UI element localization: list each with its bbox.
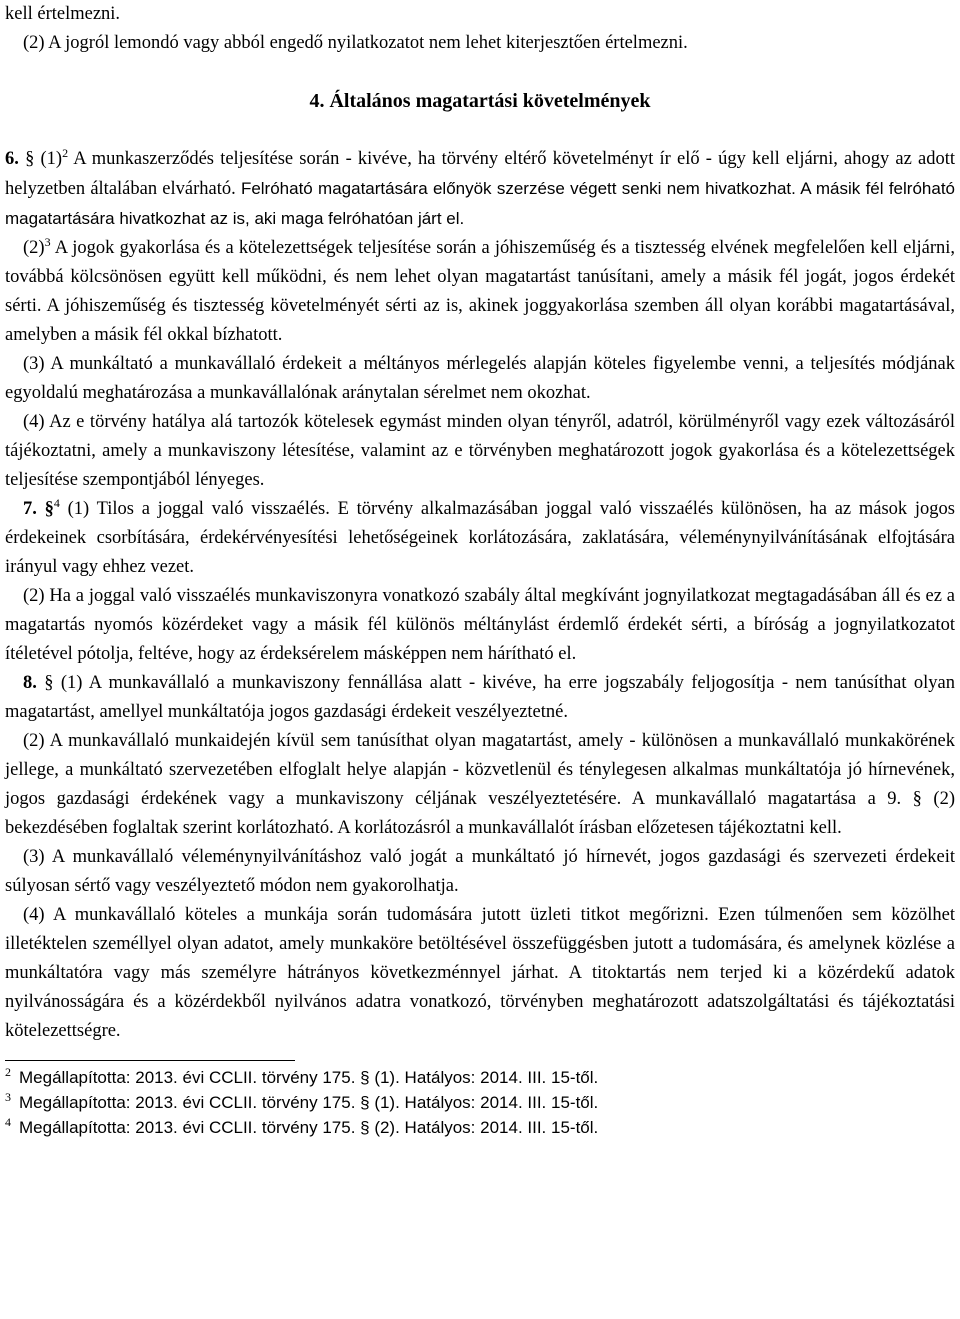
sec7-paragraph-2: (2) Ha a joggal való visszaélés munkaviszonyra vonatkozó szabály által megkívánt jognyilatkozat megtagadásában áll és ez a magatartás nyomós közérdeket vagy a másik fél különös méltánylást érdemlő érdekét sérti, a bíróság a jognyilatkozatot ítéletével pótolja, feltéve, hogy az érdeksérelem másképpen nem hárítható el.: [5, 586, 955, 664]
footnote-2: [5, 1065, 955, 1090]
sec6-paragraph-3: (3) A munkáltató a munkavállaló érdekeit a méltányos mérlegelés alapján köteles figyelembe venni, a teljesítés módjának egyoldalú meghatározása a munkavállalónak aránytalan sérelmet nem okozhat.: [5, 354, 955, 403]
prev-paragraph-2: (2) A jogról lemondó vagy abból engedő nyilatkozatot nem lehet kiterjesztően értelmezni.: [23, 33, 688, 53]
sec8-paragraph-3: (3) A munkavállaló véleménynyilvánításhoz való jogát a munkáltató jó hírnevét, jogos gazdasági és szervezeti érdekeit súlyosan sértő vagy veszélyeztető módon nem gyakorolhatja.: [5, 847, 955, 896]
section-title: 4. Általános magatartási követelmények: [309, 90, 651, 112]
sec8-paragraph-2: (2) A munkavállaló munkaidején kívül sem tanúsíthat olyan magatartást, amely - különösen a munkavállaló munkakörének jellege, a munkáltató szervezetében elfoglalt helye alapján - közvetlenül és ténylegesen alkalmas munkáltatója jó hírnevének, jogos gazdasági érdekének vagy a munkaviszony céljának veszélyeztetésére. A munkavállaló magatartása a 9. § (2) bekezdésében foglaltak szerint korlátozható. A korlátozásról a munkavállalót írásban előzetesen tájékoztatni kell.: [5, 731, 955, 838]
footnote-mark: 4: [5, 1115, 11, 1129]
spacer: [5, 58, 955, 87]
sec6-para1-text-a: A munkaszerződés teljesítése során - kivéve, ha törvény eltérő követelményt ír elő - úgy kell eljárni, ahogy az adott helyzetben általában elvárható.: [5, 149, 956, 199]
footnote-text: Megállapította: 2013. évi CCLII. törvény 175. § (2). Hatályos: 2014. III. 15-től.: [19, 1118, 599, 1137]
footnote-ref-4[interactable]: 4: [53, 495, 60, 510]
sec8-number: 8.: [23, 673, 37, 693]
spacer: [5, 116, 955, 145]
intro-tail-line: kell értelmezni.: [5, 4, 121, 24]
sec7-ref: §: [44, 499, 54, 519]
sec6-paragraph-1: [5, 145, 955, 234]
footnote-ref-3[interactable]: 3: [44, 234, 51, 249]
footnote-mark: 2: [5, 1065, 11, 1079]
sec6-para2-ref: (2): [23, 238, 45, 258]
sec6-number: 6.: [5, 149, 19, 169]
sec8-para1-text: § (1) A munkavállaló a munkaviszony fennállása alatt - kivéve, ha erre jogszabály feljogosítja - nem tanúsíthat olyan magatartást, amellyel munkáltatója jogos gazdasági érdekeit veszélyeztetné.: [5, 673, 955, 722]
sec6-para2-text: A jogok gyakorlása és a kötelezettségek teljesítése során a jóhiszeműség és a tisztesség elvének megfelelően kell eljárni, továbbá kölcsönösen együtt kell működni, és nem lehet olyan magatartást tanúsítani, amely a másik fél jogát, jogos érdekét sérti. A jóhiszeműség és tisztesség követelményét sérti az is, akinek joggyakorlása szemben áll olyan korábbi magatartásával, amelyben a másik fél okkal bízhatott.: [5, 238, 955, 345]
sec7-paragraph-1: [5, 495, 955, 582]
sec6-paragraph-2: [5, 234, 955, 350]
sec8-paragraph-4: (4) A munkavállaló köteles a munkája során tudomására jutott üzleti titkot megőrizni. Ezen túlmenően sem közölhet illetéktelen személlyel olyan adatot, amely munkaköre betöltésével összefüggésben jutott a tudomására, és amelynek közlése a munkáltatóra vagy más személyre hátrányos következménnyel járhat. A titoktartás nem terjed ki a közérdekű adatok nyilvánosságára és a közérdekből nyilvános adatra vonatkozó, törvényben meghatározott adatszolgáltatási és tájékoztatási kötelezettségre.: [5, 905, 955, 1041]
sec6-ref: § (1): [25, 149, 63, 169]
sec8-paragraph-1: [5, 669, 955, 727]
footnote-ref-2[interactable]: 2: [62, 145, 69, 160]
footnote-4: [5, 1115, 955, 1140]
sec7-para1-text: (1) Tilos a joggal való visszaélés. E törvény alkalmazásában joggal való visszaélés különösen, ha az mások jogos érdekeinek csorbítására, érdekérvényesítési lehetőségeinek korlátozására, zaklatására, véleménynyilvánításának elfojtására irányul vagy ehhez vezet.: [5, 499, 955, 577]
footnote-text: Megállapította: 2013. évi CCLII. törvény 175. § (1). Hatályos: 2014. III. 15-től.: [19, 1068, 599, 1087]
footnote-3: [5, 1090, 955, 1115]
sec6-paragraph-4: (4) Az e törvény hatálya alá tartozók kötelesek egymást minden olyan tényről, adatról, körülményről vagy ezek változásáról tájékoztatni, amely a munkaviszony létesítése, valamint az e törvényben meghatározott jogok gyakorlása és a kötelezettségek teljesítése szempontjából lényeges.: [5, 412, 955, 490]
footnote-text: Megállapította: 2013. évi CCLII. törvény 175. § (1). Hatályos: 2014. III. 15-től.: [19, 1093, 599, 1112]
footnote-divider: [5, 1060, 295, 1061]
sec6-para1-text-b: Felróható magatartására előnyök szerzése végett senki nem hivatkozhat. A másik fél felróható magatartására hivatkozhat az is, aki maga felróhatóan járt el.: [5, 179, 955, 228]
sec7-number: 7.: [23, 499, 37, 519]
footnote-mark: 3: [5, 1090, 11, 1104]
